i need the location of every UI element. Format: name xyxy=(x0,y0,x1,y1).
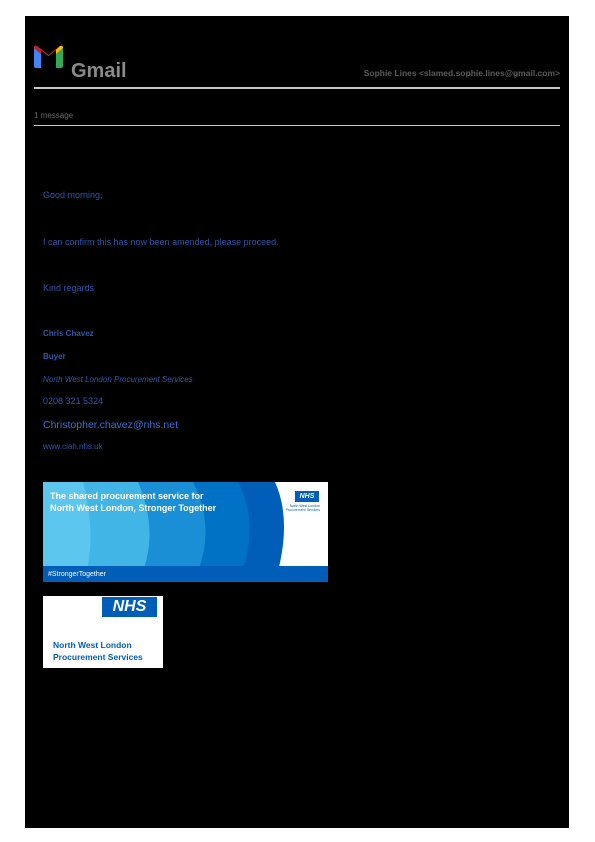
logo-line-1: North West London xyxy=(53,640,132,650)
banner-headline-2: North West London, Stronger Together xyxy=(50,503,217,513)
gmail-wordmark: Gmail xyxy=(71,60,127,82)
header-divider xyxy=(34,87,560,89)
thread-divider xyxy=(34,125,560,126)
signature-website-link[interactable]: www.ciah.nhs.uk xyxy=(43,442,103,451)
signature-phone: 0208 321 5324 xyxy=(43,396,104,406)
logo-nhs-mark: NHS xyxy=(102,597,157,617)
banner-org-name: North West London Procurement Services xyxy=(285,504,320,512)
signature-email-link[interactable]: Christopher.chavez@nhs.net xyxy=(43,419,178,431)
nhs-banner-image xyxy=(43,482,328,582)
email-body: I can confirm this has now been amended, please proceed. xyxy=(43,237,279,247)
gmail-logo-icon xyxy=(34,45,63,68)
nwl-procurement-logo xyxy=(43,596,163,668)
message-count: 1 message xyxy=(34,111,74,120)
banner-nhs-logo: NHS xyxy=(294,490,320,503)
email-closing: Kind regards xyxy=(43,283,95,293)
banner-headline-1: The shared procurement service for xyxy=(50,491,204,501)
signature-name: Chris Chavez xyxy=(43,329,94,338)
email-printout xyxy=(25,16,569,828)
signature-organisation: North West London Procurement Services xyxy=(43,375,193,384)
sender-address: Sophie Lines <slamed.sophie.lines@gmail.com> xyxy=(363,68,560,78)
logo-line-2: Procurement Services xyxy=(53,652,143,662)
banner-hashtag: #StrongerTogether xyxy=(48,571,106,578)
signature-title: Buyer xyxy=(43,352,66,361)
email-greeting: Good morning, xyxy=(43,190,103,200)
